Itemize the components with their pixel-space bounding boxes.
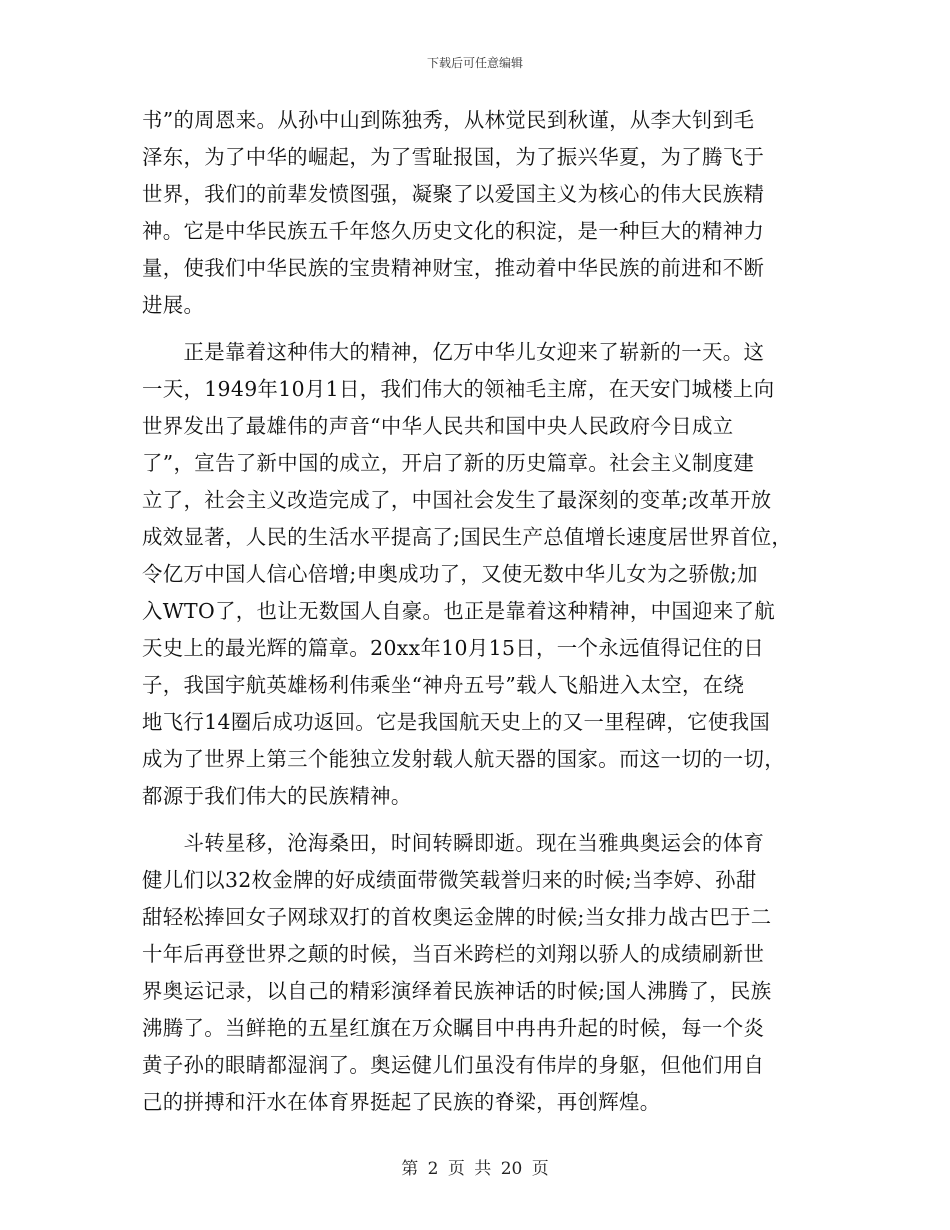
text-line: 进展。 xyxy=(142,293,205,317)
text-line: 地飞行14圈后成功返回。它是我国航天史上的又一里程碑，它使我国 xyxy=(142,710,771,734)
text-line: 一天，1949年10月1日，我们伟大的领袖毛主席，在天安门城楼上向 xyxy=(142,377,775,401)
page-header: 下载后可任意编辑 xyxy=(426,56,523,70)
text-line: 了”，宣告了新中国的成立，开启了新的历史篇章。社会主义制度建 xyxy=(142,451,755,475)
text-line: 天史上的最光辉的篇章。20xx年10月15日，一个永远值得记住的日 xyxy=(142,636,765,660)
paragraph-gap xyxy=(142,815,808,825)
text-line: 世界，我们的前辈发愤图强，凝聚了以爱国主义为核心的伟大民族精 xyxy=(142,182,765,206)
paragraph-3 xyxy=(142,825,808,1121)
text-line: 界奥运记录，以自己的精彩演绎着民族神话的时候;国人沸腾了，民族 xyxy=(142,979,772,1003)
text-line: 健儿们以32枚金牌的好成绩面带微笑载誉归来的时候;当李婷、孙甜 xyxy=(142,868,757,892)
text-line: 斗转星移，沧海桑田，时间转瞬即逝。现在当雅典奥运会的体育 xyxy=(142,831,765,855)
text-line: 甜轻松捧回女子网球双打的首枚奥运金牌的时候;当女排力战古巴于二 xyxy=(142,905,772,929)
text-line: 神。它是中华民族五千年悠久历史文化的积淀，是一种巨大的精神力 xyxy=(142,219,765,243)
body-text xyxy=(142,102,808,1121)
text-line: 都源于我们伟大的民族精神。 xyxy=(142,784,412,808)
page-footer: 第 2 页 共 20 页 xyxy=(401,1159,549,1179)
paragraph-gap xyxy=(142,324,808,334)
text-line: 书”的周恩来。从孙中山到陈独秀，从林觉民到秋谨，从李大钊到毛 xyxy=(142,108,755,132)
text-line: 子，我国宇航英雄杨利伟乘坐“神舟五号”载人飞船进入太空，在绕 xyxy=(142,673,745,697)
text-line: 入WTO了，也让无数国人自豪。也正是靠着这种精神，中国迎来了航 xyxy=(142,599,776,623)
text-line: 正是靠着这种伟大的精神，亿万中华儿女迎来了崭新的一天。这 xyxy=(142,340,765,364)
text-line: 立了，社会主义改造完成了，中国社会发生了最深刻的变革;改革开放 xyxy=(142,488,772,512)
paragraph-2 xyxy=(142,334,808,815)
paragraph-1 xyxy=(142,102,808,324)
text-line: 世界发出了最雄伟的声音“中华人民共和国中央人民政府今日成立 xyxy=(142,414,734,438)
text-line: 量，使我们中华民族的宝贵精神财宝，推动着中华民族的前进和不断 xyxy=(142,256,765,280)
text-line: 己的拼搏和汗水在体育界挺起了民族的脊梁，再创辉煌。 xyxy=(142,1090,661,1114)
text-line: 成效显著，人民的生活水平提高了;国民生产总值增长速度居世界首位， xyxy=(142,525,793,549)
text-line: 泽东，为了中华的崛起，为了雪耻报国，为了振兴华夏，为了腾飞于 xyxy=(142,145,765,169)
text-line: 黄子孙的眼睛都湿润了。奥运健儿们虽没有伟岸的身躯，但他们用自 xyxy=(142,1053,765,1077)
text-line: 十年后再登世界之颠的时候，当百米跨栏的刘翔以骄人的成绩刷新世 xyxy=(142,942,765,966)
text-line: 沸腾了。当鲜艳的五星红旗在万众瞩目中冉冉升起的时候，每一个炎 xyxy=(142,1016,765,1040)
text-line: 令亿万中国人信心倍增;申奥成功了，又使无数中华儿女为之骄傲;加 xyxy=(142,562,758,586)
text-line: 成为了世界上第三个能独立发射载人航天器的国家。而这一切的一切， xyxy=(142,747,785,771)
